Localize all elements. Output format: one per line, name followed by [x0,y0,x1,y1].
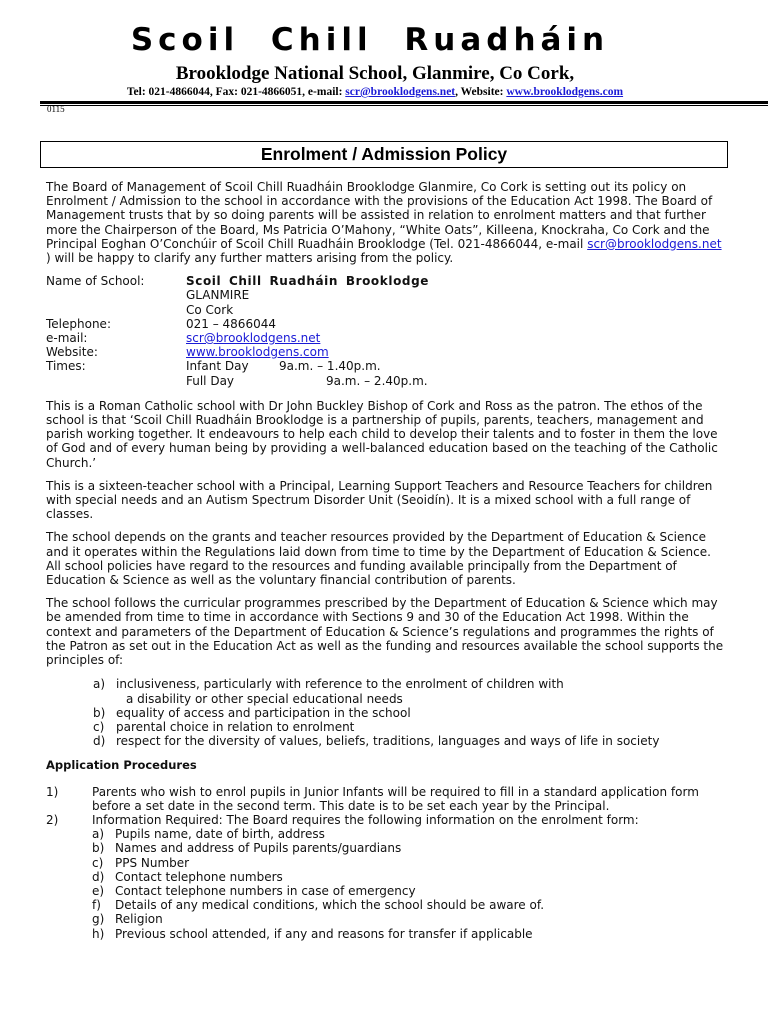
infant-day-time: 9a.m. – 1.40p.m. [279,359,381,374]
header-website-link[interactable]: www.brooklodgens.com [506,86,624,98]
staffing-paragraph: This is a sixteen-teacher school with a Principal, Learning Support Teachers and Resource Teachers for children with special needs and an Autism Spectrum Disorder Unit (Seoidín). It is a mixed school with a full range of classes. [46,478,713,522]
list-item: d) respect for the diversity of values, beliefs, traditions, languages and ways of life in society [93,734,660,749]
website-label-info: Website: [46,345,98,360]
application-heading: Application Procedures [46,758,197,773]
name-value: Scoil Chill Ruadháin Brooklodge [186,274,430,289]
list-item: c) parental choice in relation to enrolment [93,719,355,734]
principles-list [46,677,726,748]
info-website-link[interactable]: www.brooklodgens.com [186,345,329,360]
info-email-link[interactable]: scr@brooklodgens.net [186,331,321,346]
list-text: Pupils name, date of birth, address [115,827,325,842]
intro-email-link[interactable]: scr@brooklodgens.net [587,236,722,251]
list-item [46,870,726,884]
infant-day-label: Infant Day [186,359,249,374]
list-text: Previous school attended, if any and reasons for transfer if applicable [115,926,533,941]
list-item [46,898,726,912]
intro-text: The Board of Management of Scoil Chill Ruadháin Brooklodge Glanmire, Co Cork is setting out its policy on Enrolment / Admission to the school in accordance with the provisions of the Education Act 1998. The Board of Management trusts that by so doing parents will be assisted in relation to enrolment matters and that further more the Chairperson of the Board, Ms Patricia O’Mahony, “White Oats”, Killeena, Knockraha, Co Cork and the Principal Eoghan O’Conchúir of Scoil Chill Ruadháin Brooklodge (Tel. 021-4866044, e-mail [46,180,713,251]
header-rule-thin [40,105,768,106]
list-marker: e) [92,883,105,898]
full-day-label: Full Day [186,373,235,388]
list-text: Religion [115,912,163,927]
telephone-label: Telephone: [46,316,111,331]
contact-line [0,86,750,98]
list-marker: c) [92,855,104,870]
list-text: Details of any medical conditions, which the school should be aware of. [115,898,545,913]
website-label: , Website: [455,86,504,98]
intro-tail: ) will be happy to clarify any further matters arising from the policy. [46,251,454,266]
name-label: Name of School: [46,274,145,289]
school-info-table [46,274,726,388]
telephone-value: 021 – 4866044 [186,316,276,331]
document-body [46,180,726,941]
document-ref: 0115 [47,104,65,114]
header-rule-thick [40,101,768,104]
procedure-item: 1) Parents who wish to enrol pupils in Junior Infants will be required to fill in a standard application form before a set date in the second term. This date is to be set each year by the Principal. [46,784,699,813]
list-item [46,856,726,870]
ethos-paragraph: This is a Roman Catholic school with Dr John Buckley Bishop of Cork and Ross as the patron. The ethos of the school is that ‘Scoil Chill Ruadháin Brooklodge is a partnership of pupils, parents, teachers, management and parish working together. It endeavours to help each child to develop their talents and to foster in them the love of God and of every human being by providing a well-balanced education based on the teaching of the Catholic Church.’ [46,398,718,470]
contact-prefix: Tel: 021-4866044, Fax: 021-4866051, e-mail: [126,86,343,98]
list-item [46,827,726,841]
address-line-2: Co Cork [186,302,234,317]
list-marker: a) [92,827,105,842]
funding-paragraph: The school depends on the grants and teacher resources provided by the Department of Education & Science and it operates within the Regulations laid down from time to time by the Department of Education & Science. All school policies have regard to the resources and funding available principally from the Department of Education & Science as well as the voluntary financial contribution of parents. [46,530,711,588]
list-item-continuation: a disability or other special educational needs [126,691,403,706]
list-marker: d) [92,869,105,884]
procedure-item: 2) Information Required: The Board requires the following information on the enrolment form: [46,812,639,827]
header-email-link[interactable]: scr@brooklodgens.net [345,86,456,98]
school-name-heading: Scoil Chill Ruadháin [130,22,610,58]
policy-title: Enrolment / Admission Policy [40,141,728,168]
list-item [46,927,726,941]
list-marker: f) [92,898,101,913]
full-day-row [186,374,726,388]
list-item [46,884,726,898]
list-item: b) equality of access and participation in the school [93,705,411,720]
curriculum-paragraph: The school follows the curricular programmes prescribed by the Department of Education & Science which may be amended from time to time in accordance with Sections 9 and 30 of the Education Act 1998. Within the context and parameters of the Department of Education & Science’s regulations and programmes the rights of the Patron as set out in the Education Act as well as the funding and resources available the school supports the principles of: [46,596,724,668]
list-marker: h) [92,926,105,941]
list-item: a) inclusiveness, particularly with reference to the enrolment of children with [93,677,564,692]
list-item [46,841,726,855]
email-label: e-mail: [46,331,88,346]
infant-day-row [186,359,726,373]
address-line-1: GLANMIRE [186,288,250,303]
list-marker: g) [92,912,105,927]
required-info-list [46,827,726,941]
list-text: PPS Number [115,855,190,870]
list-item [46,912,726,926]
list-marker: b) [92,841,105,856]
school-subtitle: Brooklodge National School, Glanmire, Co Cork, [175,63,575,84]
list-text: Contact telephone numbers [115,869,283,884]
times-label: Times: [46,359,86,374]
intro-paragraph [46,180,726,265]
full-day-time: 9a.m. – 2.40p.m. [326,373,428,388]
list-text: Contact telephone numbers in case of emergency [115,883,416,898]
list-text: Names and address of Pupils parents/guardians [115,841,402,856]
